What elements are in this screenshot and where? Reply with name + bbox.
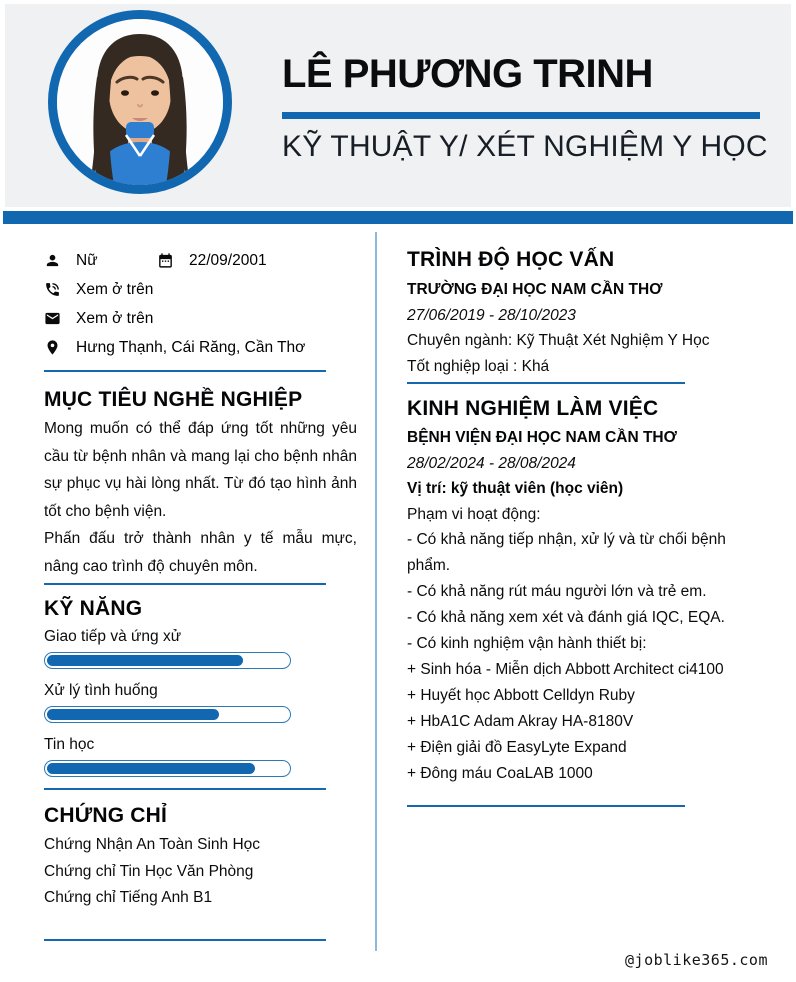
experience-bullet: + Huyết học Abbott Celldyn Ruby: [407, 687, 635, 704]
section-rule: [407, 382, 685, 384]
certificates-section: [44, 804, 357, 941]
certificate-item: Chứng chỉ Tin Học Văn Phòng: [44, 862, 254, 880]
experience-bullet: + Điện giải đồ EasyLyte Expand: [407, 739, 627, 756]
education-dates: 27/06/2019 - 28/10/2023: [407, 306, 576, 324]
experience-scope-label: Phạm vi hoạt động:: [407, 505, 541, 523]
contact-row: [44, 333, 357, 362]
certificate-item: Chứng chỉ Tiếng Anh B1: [44, 889, 213, 906]
experience-bullet: - Có kinh nghiệm vận hành thiết bị:: [407, 635, 647, 652]
experience-bullets: [407, 527, 759, 787]
column-divider: [375, 232, 377, 951]
skill-item: [44, 682, 357, 723]
contact-section: [44, 246, 357, 372]
skill-bar-fill: [47, 763, 255, 774]
experience-heading: KINH NGHIỆM LÀM VIỆC: [407, 397, 659, 420]
objective-heading: MỤC TIÊU NGHỀ NGHIỆP: [44, 388, 303, 411]
contact-row: [44, 304, 357, 333]
education-school: TRƯỜNG ĐẠI HỌC NAM CẦN THƠ: [407, 281, 663, 298]
skill-bar: [44, 760, 291, 777]
section-rule: [44, 583, 326, 585]
address-value: Hưng Thạnh, Cái Răng, Cần Thơ: [76, 338, 306, 356]
experience-employer: BỆNH VIỆN ĐẠI HỌC NAM CẦN THƠ: [407, 429, 677, 446]
candidate-name: LÊ PHƯƠNG TRINH: [282, 52, 653, 96]
objective-section: [44, 388, 357, 585]
skill-bar-fill: [47, 655, 243, 666]
contact-gender: [44, 252, 157, 270]
experience-bullet: + Sinh hóa - Miễn dịch Abbott Architect ci4100: [407, 661, 724, 678]
objective-paragraph: Mong muốn có thể đáp ứng tốt những yêu cầu từ bệnh nhân và mang lại cho bệnh nhân sự phục vụ hài lòng nhất. Từ đó tạo hình ảnh tốt cho bệnh viện.: [44, 420, 357, 520]
candidate-job-title: KỸ THUẬT Y/ XÉT NGHIỆM Y HỌC: [282, 130, 768, 163]
skill-bar: [44, 652, 291, 669]
phone-value: Xem ở trên: [76, 280, 154, 298]
skill-bar: [44, 706, 291, 723]
experience-bullet: - Có khả năng tiếp nhận, xử lý và từ chối bệnh phẩm.: [407, 531, 726, 574]
certificates-list: [44, 832, 357, 912]
skill-label: Xử lý tình huống: [44, 682, 158, 699]
experience-dates: 28/02/2024 - 28/08/2024: [407, 454, 576, 472]
portrait-photo-illustration: [57, 19, 223, 185]
skill-item: [44, 628, 357, 669]
education-grade: Tốt nghiệp loại : Khá: [407, 357, 550, 375]
education-section: [407, 248, 759, 384]
experience-section: [407, 397, 759, 807]
skills-heading: KỸ NĂNG: [44, 597, 143, 620]
name-underline: [282, 112, 760, 119]
email-icon: [44, 310, 62, 328]
birthdate-value: 22/09/2001: [189, 251, 267, 269]
certificates-heading: CHỨNG CHỈ: [44, 804, 168, 827]
right-column: [407, 244, 759, 807]
skill-bar-fill: [47, 709, 219, 720]
skill-label: Tin học: [44, 736, 95, 753]
contact-birthdate: [157, 252, 267, 270]
skill-item: [44, 736, 357, 777]
contact-row: [44, 275, 357, 304]
experience-bullet: + HbA1C Adam Akray HA-8180V: [407, 713, 634, 730]
watermark: @joblike365.com: [625, 951, 768, 969]
email-value: Xem ở trên: [76, 309, 154, 327]
gender-value: Nữ: [76, 251, 98, 269]
section-rule: [407, 805, 685, 807]
education-major: Chuyên ngành: Kỹ Thuật Xét Nghiệm Y Học: [407, 332, 710, 349]
experience-bullet: + Đông máu CoaLAB 1000: [407, 765, 593, 782]
skill-label: Giao tiếp và ứng xử: [44, 628, 182, 645]
location-icon: [44, 339, 62, 357]
experience-bullet: - Có khả năng xem xét và đánh giá IQC, EQA.: [407, 609, 725, 626]
left-column: [44, 246, 357, 941]
person-icon: [44, 252, 62, 270]
section-rule: [44, 788, 326, 790]
calendar-icon: [157, 252, 175, 270]
experience-position: Vị trí: kỹ thuật viên (học viên): [407, 480, 624, 497]
experience-bullet: - Có khả năng rút máu người lớn và trẻ em.: [407, 583, 707, 600]
section-rule: [44, 370, 326, 372]
header-accent-band: [3, 211, 793, 224]
certificate-item: Chứng Nhận An Toàn Sinh Học: [44, 836, 261, 853]
skills-section: [44, 597, 357, 790]
section-rule: [44, 939, 326, 941]
objective-paragraph: Phấn đấu trở thành nhân y tế mẫu mực, nâng cao trình độ chuyên môn.: [44, 530, 357, 575]
education-heading: TRÌNH ĐỘ HỌC VẤN: [407, 248, 615, 271]
contact-row: [44, 246, 357, 275]
avatar: [48, 10, 232, 194]
header: [5, 4, 791, 207]
phone-icon: [44, 281, 62, 299]
